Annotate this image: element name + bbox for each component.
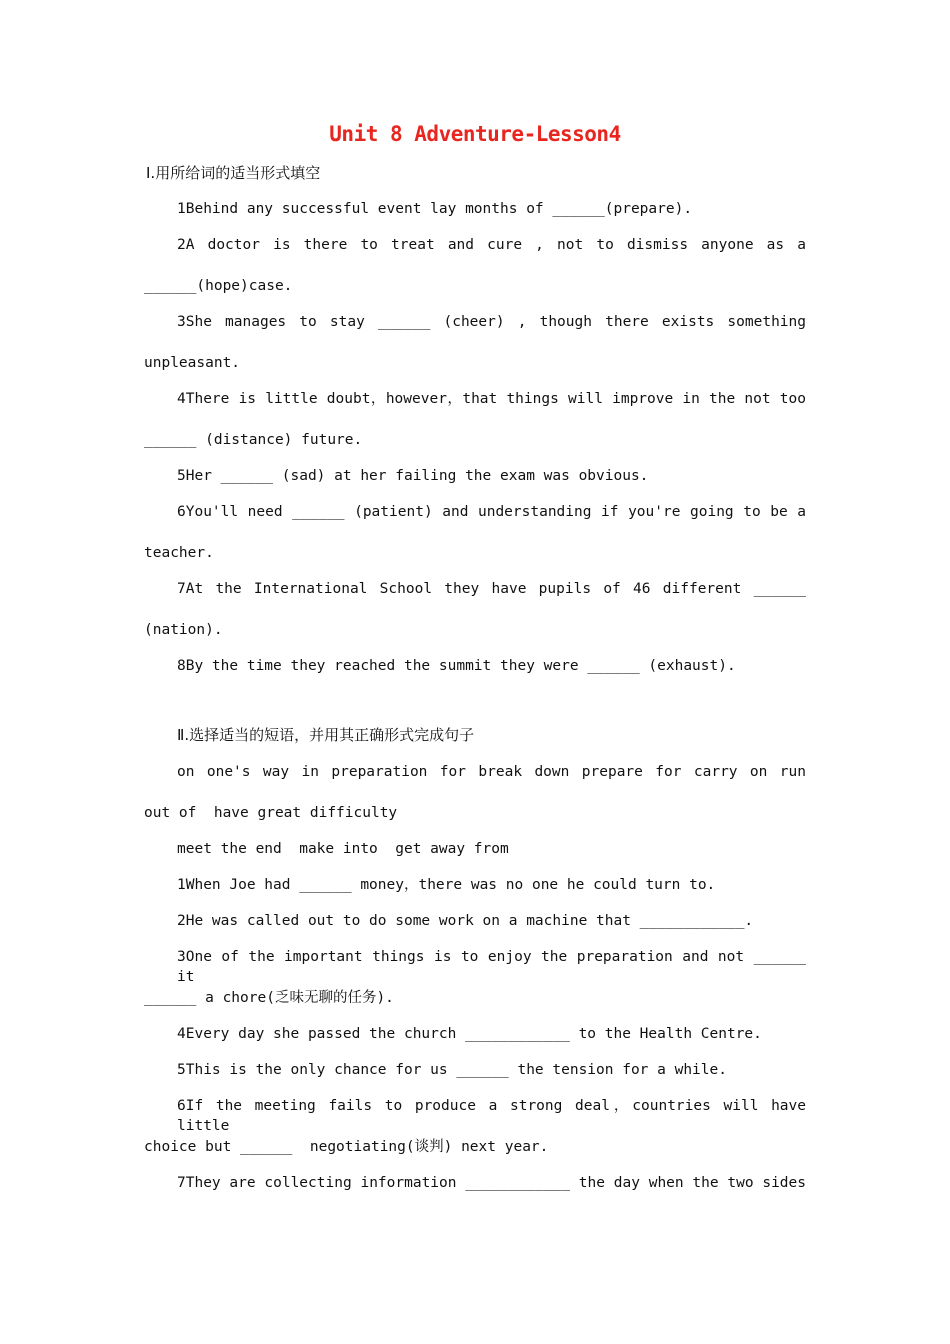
s1-question-1: 1Behind any successful event lay months of ______(prepare). bbox=[177, 201, 693, 217]
s1-question-8: 8By the time they reached the summit they were ______ (exhaust). bbox=[177, 658, 736, 674]
s1-question-2-cont: ______(hope)case. bbox=[144, 278, 293, 294]
section-1-heading: Ⅰ.用所给词的适当形式填空 bbox=[146, 164, 321, 182]
s2-phrase-list-line-2: out of have great difficulty bbox=[144, 805, 398, 821]
document-title: Unit 8 Adventure-Lesson4 bbox=[329, 122, 621, 146]
s1-question-4: 4There is little doubt，however，that things will improve in the not too bbox=[177, 391, 806, 407]
s1-question-3-cont: unpleasant. bbox=[144, 355, 241, 371]
s2-question-3-cont: ______ a chore(乏味无聊的任务). bbox=[144, 990, 394, 1006]
s2-phrase-list-line-3: meet the end make into get away from bbox=[177, 841, 509, 857]
s2-phrase-list-line-1: on one's way in preparation for break down prepare for carry on run bbox=[177, 764, 806, 780]
s2-question-3: 3One of the important things is to enjoy the preparation and not ______ it bbox=[177, 949, 806, 985]
s2-question-6: 6If the meeting fails to produce a strong deal，countries will have little bbox=[177, 1098, 806, 1134]
s2-question-5: 5This is the only chance for us ______ the tension for a while. bbox=[177, 1062, 727, 1078]
s2-question-2: 2He was called out to do some work on a machine that ____________. bbox=[177, 913, 754, 929]
s1-question-7-cont: (nation). bbox=[144, 622, 223, 638]
s1-question-4-cont: ______ (distance) future. bbox=[144, 432, 363, 448]
s2-question-7: 7They are collecting information ____________ the day when the two sides bbox=[177, 1175, 806, 1191]
s2-question-1: 1When Joe had ______ money，there was no one he could turn to. bbox=[177, 877, 716, 893]
s1-question-3: 3She manages to stay ______ (cheer) , though there exists something bbox=[177, 314, 806, 330]
section-2-heading: Ⅱ.选择适当的短语，并用其正确形式完成句子 bbox=[177, 726, 475, 744]
s1-question-7: 7At the International School they have pupils of 46 different ______ bbox=[177, 581, 806, 597]
s1-question-5: 5Her ______ (sad) at her failing the exam was obvious. bbox=[177, 468, 649, 484]
s1-question-6: 6You'll need ______ (patient) and understanding if you're going to be a bbox=[177, 504, 806, 520]
s1-question-6-cont: teacher. bbox=[144, 545, 214, 561]
s2-question-6-cont: choice but ______ negotiating(谈判) next year. bbox=[144, 1139, 549, 1155]
s1-question-2: 2A doctor is there to treat and cure , not to dismiss anyone as a bbox=[177, 237, 806, 253]
s2-question-4: 4Every day she passed the church ____________ to the Health Centre. bbox=[177, 1026, 762, 1042]
